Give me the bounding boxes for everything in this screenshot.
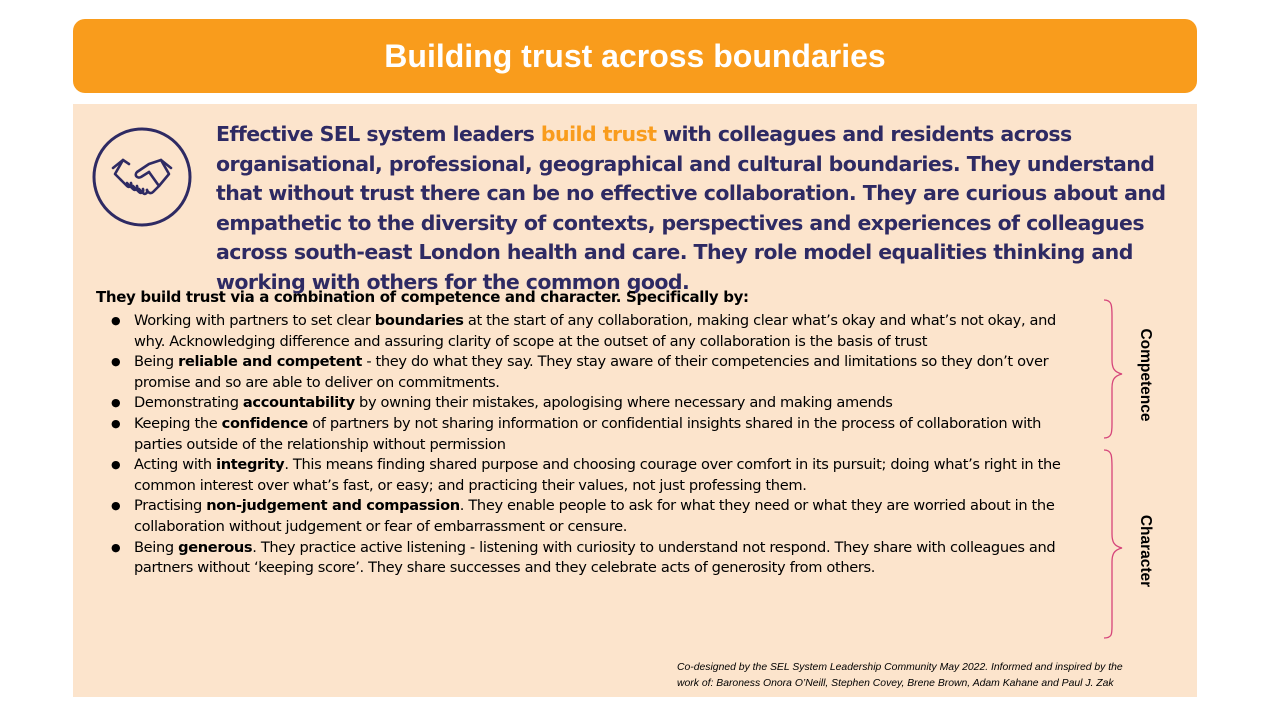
list-item: ● Practising non-judgement and compassion. They enable people to ask for what they need or what they are worried about in the collaboration without judgement or fear of embarrassment or censure.	[96, 496, 1086, 537]
competence-brace	[1104, 300, 1122, 438]
intro-text-before: Effective SEL system leaders	[216, 122, 541, 146]
list-item: ● Keeping the confidence of partners by not sharing information or confidential insights shared in the process of collaboration with parties outside of the relationship without permission	[96, 414, 1086, 455]
group-braces	[1098, 296, 1138, 642]
intro-statement	[216, 120, 1176, 298]
list-item: ● Working with partners to set clear boundaries at the start of any collaboration, making clear what’s okay and what’s not okay, and why. Acknowledging difference and assuring clarity of scope at the outset of any collaboration is the basis of trust	[96, 311, 1086, 352]
list-item: ● Acting with integrity. This means finding shared purpose and choosing courage over comfort in its pursuit; doing what’s right in the common interest over what’s fast, or easy; and practicing their values, not just professing them.	[96, 455, 1086, 496]
character-label: Character	[1137, 514, 1154, 588]
behaviour-list	[96, 311, 1086, 579]
list-item: ● Being reliable and competent - they do what they say. They stay aware of their competencies and limitations so they don’t over promise and so are able to deliver on commitments.	[96, 352, 1086, 393]
competence-label: Competence	[1137, 328, 1154, 422]
character-brace	[1104, 450, 1122, 638]
list-item: ● Being generous. They practice active listening - listening with curiosity to understand not respond. They share with colleagues and partners without ‘keeping score’. They share successes and they celebrate acts of generosity from others.	[96, 538, 1086, 579]
list-lead: They build trust via a combination of competence and character. Specifically by:	[96, 288, 749, 306]
handshake-icon	[91, 126, 193, 228]
credit-note	[677, 660, 1197, 691]
title-banner	[73, 19, 1197, 93]
credit-line-2: work of: Baroness Onora O’Neill, Stephen Covey, Brene Brown, Adam Kahane and Paul J. Zak	[677, 677, 1114, 689]
intro-highlight: build trust	[540, 122, 657, 146]
intro-text-after: with colleagues and residents across organisational, professional, geographical and cultural boundaries. They understand that without trust there can be no effective collaboration. They are curious about and empathetic to the diversity of contexts, perspectives and experiences of colleagues across south-east London health and care. They role model equalities thinking and working with others for the common good.	[216, 122, 1166, 294]
list-item: ● Demonstrating accountability by owning their mistakes, apologising where necessary and making amends	[96, 393, 1086, 414]
credit-line-1: Co-designed by the SEL System Leadership Community May 2022. Informed and inspired by the	[677, 662, 1123, 673]
page-title: Building trust across boundaries	[384, 37, 886, 74]
